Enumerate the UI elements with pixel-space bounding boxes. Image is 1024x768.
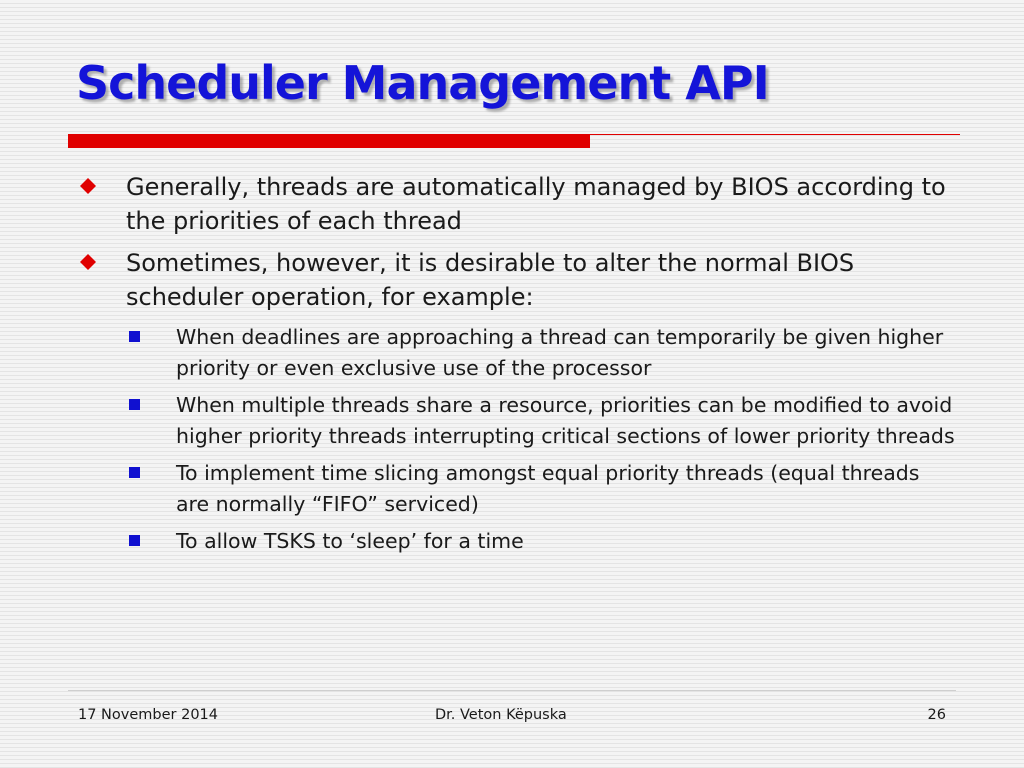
- sub-bullet-item: [76, 322, 956, 383]
- title-divider-line: [590, 134, 960, 135]
- sub-bullet-item: [76, 458, 956, 519]
- blue-square-icon: [129, 535, 140, 546]
- sub-bullet-list: [76, 322, 956, 557]
- page-number: 26: [927, 707, 946, 723]
- bullet-text: Generally, threads are automatically managed by BIOS according to the priorities of each thread: [126, 173, 946, 235]
- blue-square-icon: [129, 331, 140, 342]
- footer-date: 17 November 2014: [78, 707, 219, 723]
- sub-bullet-text: When multiple threads share a resource, priorities can be modified to avoid higher priority threads interrupting critical sections of lower priority threads: [176, 393, 955, 448]
- blue-square-icon: [129, 467, 140, 478]
- footer-author: Dr. Veton Këpuska: [435, 707, 567, 723]
- sub-bullet-text: To allow TSKS to ‘sleep’ for a time: [176, 529, 524, 553]
- bullet-item: [76, 170, 956, 238]
- slide-title: Scheduler Management API: [76, 56, 769, 110]
- red-diamond-icon: [80, 254, 96, 270]
- sub-bullet-text: To implement time slicing amongst equal priority threads (equal threads are normally “FIFO” serviced): [176, 461, 920, 516]
- footer-divider-line: [68, 690, 956, 691]
- title-area: [76, 56, 956, 136]
- red-diamond-icon: [80, 178, 96, 194]
- sub-bullet-text: When deadlines are approaching a thread can temporarily be given higher priority or even exclusive use of the processor: [176, 325, 944, 380]
- blue-square-icon: [129, 399, 140, 410]
- sub-bullet-item: [76, 526, 956, 557]
- slide-body: [76, 170, 956, 564]
- sub-bullet-item: [76, 390, 956, 451]
- bullet-text: Sometimes, however, it is desirable to alter the normal BIOS scheduler operation, for example:: [126, 249, 855, 311]
- title-accent-bar: [68, 134, 590, 148]
- bullet-item: [76, 246, 956, 314]
